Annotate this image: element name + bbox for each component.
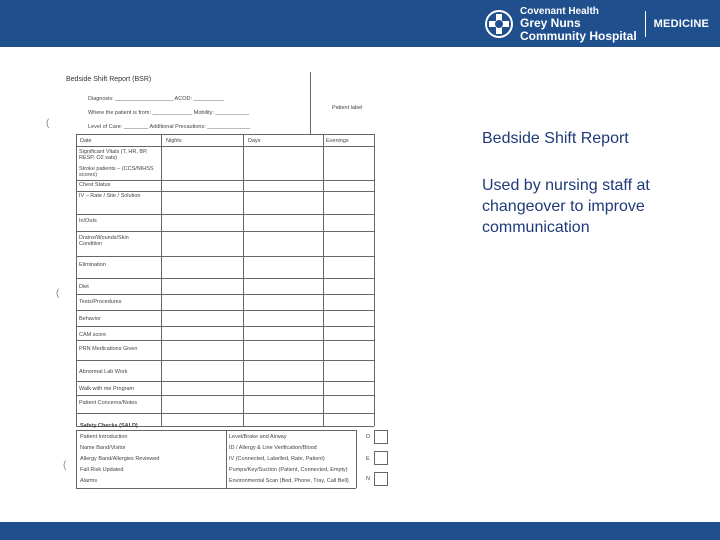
column-header: Date — [80, 138, 92, 144]
form-row-label: Stroke patients – (CCS/NIHSS scores) — [79, 166, 154, 178]
safety-item: Allergy Band/Allergies Reviewed — [80, 456, 160, 462]
safety-right-border — [356, 430, 357, 488]
shift-mark: E — [366, 456, 370, 462]
punch-hole-icon: ( — [56, 288, 60, 299]
column-header: Evenings — [326, 138, 349, 144]
row-line — [76, 395, 374, 396]
punch-hole-icon: ( — [46, 118, 50, 129]
row-line — [76, 413, 374, 414]
safety-top — [76, 430, 356, 431]
row-line — [76, 340, 374, 341]
form-row-label: PRN Medications Given — [79, 346, 138, 352]
safety-item: ID / Allergy & Line Verification/Blood — [229, 445, 317, 451]
department-name: MEDICINE — [653, 18, 710, 30]
punch-hole-icon: ( — [63, 460, 67, 471]
row-line — [76, 256, 374, 257]
safety-item: Environmental Scan (Bed, Phone, Tray, Call Bell) — [229, 478, 349, 484]
patient-label: Patient label — [332, 105, 363, 111]
org-line-3: Community Hospital — [520, 28, 637, 43]
row-line — [76, 381, 374, 382]
safety-left-border — [76, 430, 77, 488]
logo-divider — [645, 11, 646, 37]
row-line — [76, 278, 374, 279]
row-line — [76, 231, 374, 232]
form-row-label: CAM score — [79, 332, 107, 338]
form-header-field: Diagnosis: ___________________ ACOD: __________ — [88, 96, 225, 102]
safety-item: Fall Risk Updated — [80, 467, 124, 473]
col-divider — [161, 134, 162, 426]
shift-mark: D — [366, 434, 370, 440]
row-line — [76, 191, 374, 192]
slide-title: Bedside Shift Report — [482, 130, 629, 147]
hospital-logo — [484, 4, 709, 44]
row-line — [76, 360, 374, 361]
footer-bar — [0, 522, 720, 540]
form-title: Bedside Shift Report (BSR) — [66, 76, 152, 83]
table-top — [76, 134, 374, 135]
column-header: Nights — [166, 138, 182, 144]
checkbox — [374, 472, 388, 486]
form-row-label: Behavior — [79, 316, 101, 322]
form-row-label: Drains/Wounds/Skin Condition — [79, 235, 129, 247]
safety-item: IV (Connected, Labelled, Rate, Patient) — [229, 456, 325, 462]
cross-emblem-icon — [484, 9, 514, 39]
slide-body-text: Used by nursing staff at changeover to improve communication — [482, 177, 650, 236]
form-header-field: Where the patient is from: _____________ Mobility: ___________ — [88, 110, 250, 116]
safety-header: Safety Checks (SALD) — [80, 423, 138, 429]
row-line — [76, 310, 374, 311]
safety-bottom — [76, 488, 356, 489]
checkbox — [374, 430, 388, 444]
row-line — [76, 180, 374, 181]
safety-item: Alarms — [80, 478, 98, 484]
row-line — [76, 294, 374, 295]
table-right — [374, 134, 375, 426]
safety-item: Level/Brake and Airway — [229, 434, 287, 440]
safety-item: Patient Introduction — [80, 434, 128, 440]
safety-item: Name Band/Visitor — [80, 445, 126, 451]
col-divider — [243, 134, 244, 426]
checkbox — [374, 451, 388, 465]
form-row-label: Patient Concerns/Notes — [79, 400, 138, 406]
column-header: Days — [248, 138, 261, 144]
form-row-label: Significant Vitals (T, HR, BP, RESP, O2 sats) — [79, 149, 148, 161]
col-divider — [323, 134, 324, 426]
row-line — [76, 214, 374, 215]
shift-mark: N — [366, 476, 370, 482]
form-row-label: Chest Status — [79, 182, 111, 188]
form-row-label: Diet — [79, 284, 89, 290]
form-row-label: IV – Rate / Site / Solution — [79, 193, 141, 199]
org-line-2: Grey Nuns — [520, 15, 581, 30]
organization-name — [520, 6, 637, 43]
safety-divider — [226, 430, 227, 488]
form-header-field: Level of Care: ________ Additional Precautions: ______________ — [88, 124, 251, 130]
form-row-label: In/Outs — [79, 218, 97, 224]
header-bar — [0, 0, 720, 47]
form-row-label: Elimination — [79, 262, 106, 268]
form-row-label: Walk with me Program — [79, 386, 135, 392]
form-row-label: Abnormal Lab Work — [79, 369, 128, 375]
label-border — [310, 72, 311, 134]
table-left — [76, 134, 77, 426]
row-line — [76, 326, 374, 327]
table-header-bottom — [76, 146, 374, 147]
form-row-label: Tests/Procedures — [79, 299, 122, 305]
safety-item: Pumps/Key/Suction (Patient, Connected, Empty) — [229, 467, 348, 473]
org-line-1: Covenant Health — [520, 5, 599, 17]
bedside-shift-report-form — [46, 68, 398, 498]
